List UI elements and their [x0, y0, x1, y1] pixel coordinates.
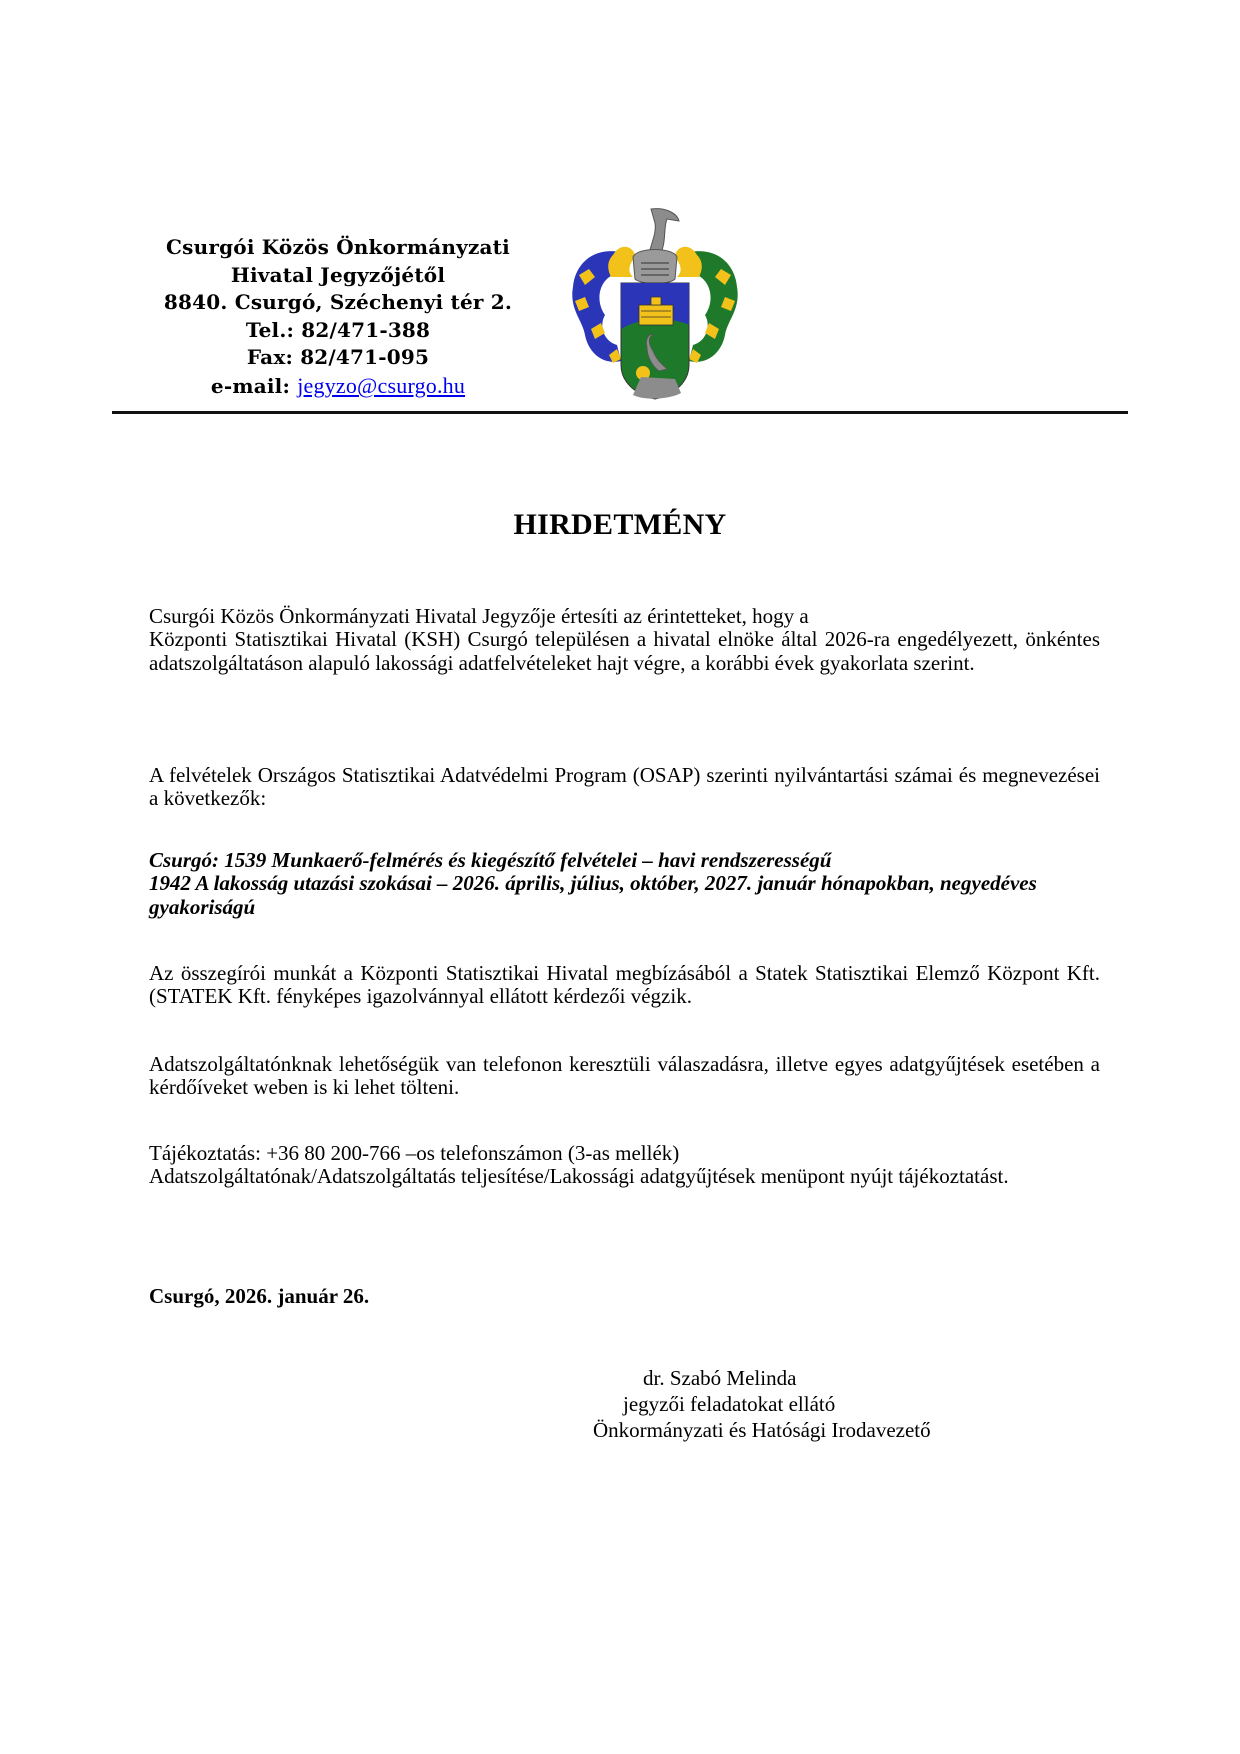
paragraph-osap: [149, 764, 1100, 811]
paragraph-intro: [149, 605, 1100, 675]
paragraph-response-options-text: Adatszolgáltatónknak lehetőségük van telefonon keresztüli válaszadásra, illetve egyes adatgyűjtések esetében a kérdőíveket weben is ki lehet tölteni.: [149, 1052, 1100, 1100]
information-menu: Adatszolgáltatónak/Adatszolgáltatás teljesítése/Lakossági adatgyűjtések menüpont nyújt tájékoztatást.: [149, 1164, 1009, 1189]
signatory-role: jegyzői feladatokat ellátó: [623, 1392, 836, 1416]
signatory-title: Önkormányzati és Hatósági Irodavezető: [593, 1418, 931, 1442]
paragraph-intro-line1: Csurgói Közös Önkormányzati Hivatal Jegyzője értesíti az érintetteket, hogy a: [149, 604, 809, 628]
survey-item-1942: 1942 A lakosság utazási szokásai – 2026. április, július, október, 2027. január hónapokban, negyedéves gyakoriságú: [149, 871, 1037, 919]
header-divider: [112, 411, 1128, 414]
paragraph-enumerators-text: Az összegírói munkát a Központi Statisztikai Hivatal megbízásából a Statek Statisztikai Elemző Központ Kft. (STATEK Kft. fényképes igazolvánnyal ellátott kérdezői végzik.: [149, 961, 1100, 1009]
paragraph-information: [149, 1142, 1100, 1189]
paragraph-intro-rest: Központi Statisztikai Hivatal (KSH) Csurgó településen a hivatal elnöke által 2026-ra engedélyezett, önkéntes adatszolgáltatáson alapuló lakossági adatfelvételeket hajt végre, a korábbi évek gyakorlata szerint.: [149, 627, 1100, 675]
letterhead-office-subtitle: Hivatal Jegyzőjétől: [230, 262, 446, 287]
letterhead-address: 8840. Csurgó, Széchenyi tér 2.: [163, 290, 513, 315]
letterhead-phone: Tel.: 82/471-388: [245, 317, 431, 342]
document-date: Csurgó, 2026. január 26.: [149, 1284, 370, 1308]
page-title: HIRDETMÉNY: [513, 508, 727, 541]
letterhead-email-row: [120, 372, 556, 401]
email-label: e-mail:: [210, 373, 291, 398]
signatory-name: dr. Szabó Melinda: [643, 1366, 797, 1390]
letterhead-fax: Fax: 82/471-095: [246, 345, 430, 370]
coat-of-arms-icon: [555, 205, 755, 400]
survey-item-1539: Csurgó: 1539 Munkaerő-felmérés és kiegészítő felvételei – havi rendszerességű: [149, 848, 832, 872]
paragraph-response-options: [149, 1053, 1100, 1100]
survey-list: [149, 849, 1100, 919]
paragraph-osap-text: A felvételek Országos Statisztikai Adatvédelmi Program (OSAP) szerinti nyilvántartási számai és megnevezései a következők:: [149, 763, 1100, 811]
information-phone: Tájékoztatás: +36 80 200-766 –os telefonszámon (3-as mellék): [149, 1141, 680, 1165]
letterhead: [120, 234, 556, 401]
paragraph-enumerators: [149, 962, 1100, 1009]
email-link[interactable]: jegyzo@csurgo.hu: [297, 372, 466, 398]
signature-block: [580, 1365, 1020, 1443]
letterhead-office-name: Csurgói Közös Önkormányzati: [166, 235, 510, 259]
